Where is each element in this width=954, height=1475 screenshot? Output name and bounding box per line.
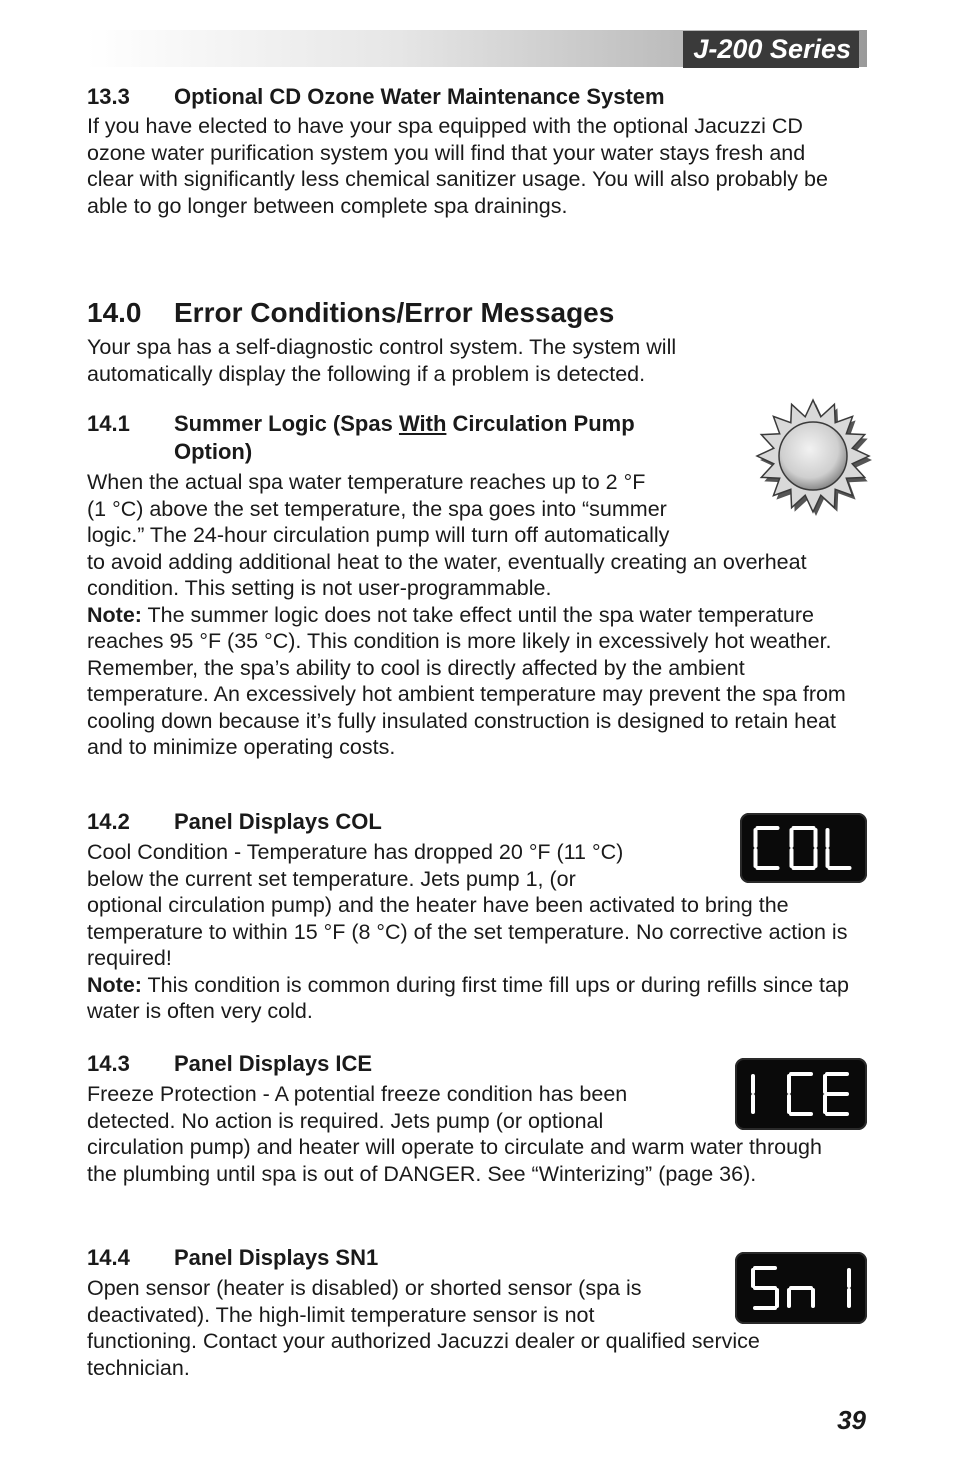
section-number: 14.1 — [87, 411, 130, 436]
body-line: When the actual spa water temperature reaches up to 2 °F — [87, 470, 646, 494]
section-heading — [87, 83, 857, 111]
section-body: If you have elected to have your spa equipped with the optional Jacuzzi CD ozone water purification system you will find that your water stays fresh and clear with significantly less chemical sanitizer usage. You will also probably be able to go longer between complete spa drainings. — [87, 114, 828, 218]
body-line: Cool Condition - Temperature has dropped 20 °F (11 °C) — [87, 840, 624, 864]
body-line: logic.” The 24-hour circulation pump will turn off automatically — [87, 523, 670, 547]
section-title: Optional CD Ozone Water Maintenance System — [174, 84, 665, 109]
chapter-body: Your spa has a self-diagnostic control system. The system will automatically display the following if a problem is detected. — [87, 335, 677, 386]
note-text: The summer logic does not take effect until the spa water temperature reaches 95 °F (35 °C). This condition is more likely in excessively hot weather. Remember, the spa’s ability to cool is directly affected by the ambient temperature. An excessively hot ambient temperature may prevent the spa from cooling down because it’s fully insulated construction is designed to retain heat and to minimize operating costs. — [87, 602, 846, 759]
body-text: optional circulation pump) and the heater have been activated to bring the temperature to within 15 °F (8 °C) of the set temperature. No corrective action is required! — [87, 893, 848, 970]
chapter-number: 14.0 — [87, 297, 142, 328]
panel-display-ice — [735, 1058, 867, 1130]
section-14-0 — [87, 296, 787, 387]
body-line: Open sensor (heater is disabled) or shorted sensor (spa is — [87, 1276, 642, 1300]
section-title: Panel Displays ICE — [174, 1051, 373, 1076]
section-body — [87, 469, 857, 761]
note-text: This condition is common during first time fill ups or during refills since tap water is often very cold. — [87, 972, 849, 1023]
section-title: Panel Displays SN1 — [174, 1245, 379, 1270]
body-text: functioning. Contact your authorized Jacuzzi dealer or qualified service technician. — [87, 1329, 760, 1380]
note-label: Note: — [87, 602, 142, 627]
section-13-3 — [87, 83, 857, 219]
lcd-segments — [740, 813, 867, 883]
section-number: 14.4 — [87, 1245, 130, 1270]
panel-display-sn1 — [735, 1252, 867, 1324]
section-number: 14.3 — [87, 1051, 130, 1076]
section-14-1 — [87, 410, 857, 761]
title-part: Summer Logic (Spas — [174, 411, 399, 436]
section-title — [174, 410, 694, 466]
body-line: (1 °C) above the set temperature, the spa goes into “summer — [87, 496, 667, 521]
body-line: below the current set temperature. Jets pump 1, (or — [87, 866, 576, 891]
body-text: to avoid adding additional heat to the water, eventually creating an overheat condition. This setting is not user-programmable. — [87, 549, 807, 600]
sun-icon — [752, 398, 874, 516]
body-line: Freeze Protection - A potential freeze condition has been — [87, 1082, 628, 1106]
page-number: 39 — [837, 1405, 866, 1435]
section-number: 13.3 — [87, 84, 130, 109]
body-text: circulation pump) and heater will operate to circulate and warm water through the plumbing until spa is out of DANGER. See “Winterizing” (page 36). — [87, 1135, 822, 1186]
chapter-heading — [87, 296, 787, 330]
lcd-segments — [735, 1252, 867, 1324]
series-title: J-200 Series — [683, 31, 859, 68]
title-underlined: With — [398, 411, 447, 436]
section-number: 14.2 — [87, 809, 130, 834]
section-title: Panel Displays COL — [174, 809, 382, 834]
body-line: deactivated). The high-limit temperature sensor is not — [87, 1302, 595, 1327]
panel-display-col — [740, 813, 867, 883]
section-heading — [87, 410, 857, 466]
lcd-segments — [735, 1058, 867, 1130]
note-label: Note: — [87, 972, 142, 997]
title-part: Circulation Pump Option) — [174, 411, 635, 464]
chapter-title: Error Conditions/Error Messages — [174, 297, 615, 328]
body-line: detected. No action is required. Jets pump (or optional — [87, 1108, 604, 1133]
